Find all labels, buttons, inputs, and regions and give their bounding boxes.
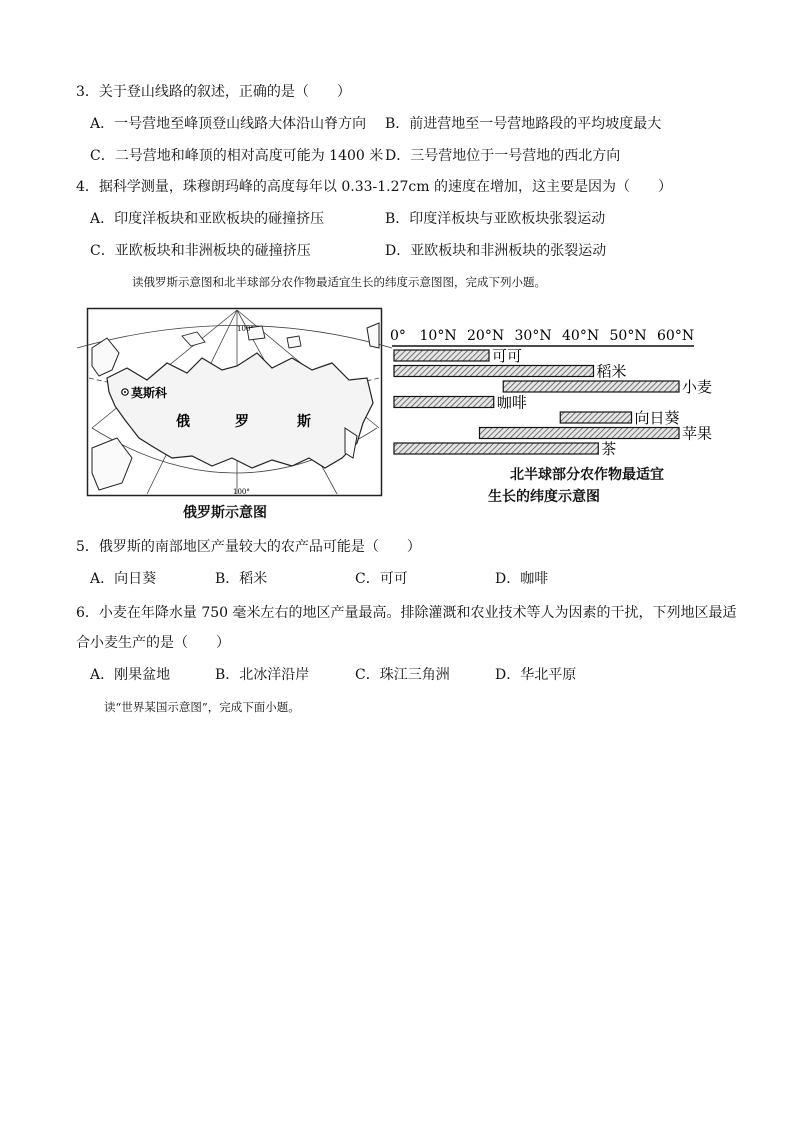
q3-option-a: A．一号营地至峰顶登山线路大体沿山脊方向 [90,116,367,132]
q5-stem: 5．俄罗斯的南部地区产量较大的农产品可能是（ ） [76,539,421,555]
crop-range-bar [394,366,594,377]
q6-option-c: C．珠江三角洲 [355,667,450,683]
country-char-1: 俄 [176,414,190,430]
country-char-2: 罗 [235,414,249,430]
q4-stem: 4．据科学测量，珠穆朗玛峰的高度每年以 0.33-1.27cm 的速度在增加，这主要是因为（ ） [76,179,672,195]
map-caption: 俄罗斯示意图 [183,505,267,521]
q5-option-d: D．咖啡 [495,571,549,587]
crop-range-bar [394,443,598,454]
country-char-3: 斯 [297,414,311,430]
x-tick-label: 10°N [419,328,457,344]
crop-label: 小麦 [682,378,713,396]
chart-title-line-1: 北半球部分农作物最适宜 [510,467,664,483]
crop-chart-svg [388,322,713,462]
q3-option-c: C．二号营地和峰顶的相对高度可能为 1400 米 [90,148,384,164]
q4-option-b: B．印度洋板块与亚欧板块张裂运动 [385,211,606,227]
intro-russia: 读俄罗斯示意图和北半球部分农作物最适宜生长的纬度示意图图，完成下列小题。 [132,275,546,289]
crop-label: 可可 [492,347,523,365]
crop-range-bar [560,412,631,423]
russia-map [87,308,382,496]
intro-country: 读“世界某国示意图”，完成下面小题。 [104,700,300,714]
crop-label: 稻米 [596,362,627,381]
q6-stem-line-2: 合小麦生产的是（ ） [76,635,230,651]
island-3 [287,336,301,348]
q5-option-a: A．向日葵 [90,571,157,587]
crop-label: 茶 [601,440,617,458]
q4-option-a: A．印度洋板块和亚欧板块的碰撞挤压 [90,211,325,227]
crop-range-bar [394,350,489,361]
x-tick-label: 60°N [657,328,695,344]
x-tick-label: 50°N [609,328,647,344]
chart-title-line-2: 生长的纬度示意图 [488,489,600,505]
q6-option-b: B．北冰洋沿岸 [215,667,310,683]
q3-option-d: D．三号营地位于一号营地的西北方向 [385,148,621,164]
q4-option-c: C．亚欧板块和非洲板块的碰撞挤压 [90,243,311,259]
crop-range-bar [394,397,494,408]
q5-option-b: B．稻米 [215,571,268,587]
meridian-bottom-label: 100° [233,488,250,496]
q4-option-d: D．亚欧板块和非洲板块的张裂运动 [385,243,607,259]
x-tick-label: 40°N [562,328,600,344]
x-tick-label: 0° [390,328,406,344]
q5-option-c: C．可可 [355,571,408,587]
russia-map-svg [87,308,382,496]
meridian-top-label: 100° [237,325,254,333]
x-tick-label: 30°N [514,328,552,344]
x-tick-label: 20°N [467,328,505,344]
q6-option-d: D．华北平原 [495,667,577,683]
crop-chart [388,322,713,462]
crop-label: 苹果 [682,424,713,443]
crop-label: 向日葵 [634,409,680,427]
q3-option-b: B．前进营地至一号营地路段的平均坡度最大 [385,116,662,132]
q6-stem-line-1: 6．小麦在年降水量 750 毫米左右的地区产量最高。排除灌溉和农业技术等人为因素的干扰，下列地区最适 [76,605,737,621]
q6-option-a: A．刚果盆地 [90,667,171,683]
crop-range-bar [503,381,679,392]
q3-stem: 3．关于登山线路的叙述，正确的是（ ） [76,84,351,100]
moscow-label: 莫斯科 [131,386,168,400]
crop-label: 咖啡 [496,393,527,412]
crop-range-bar [480,428,680,439]
